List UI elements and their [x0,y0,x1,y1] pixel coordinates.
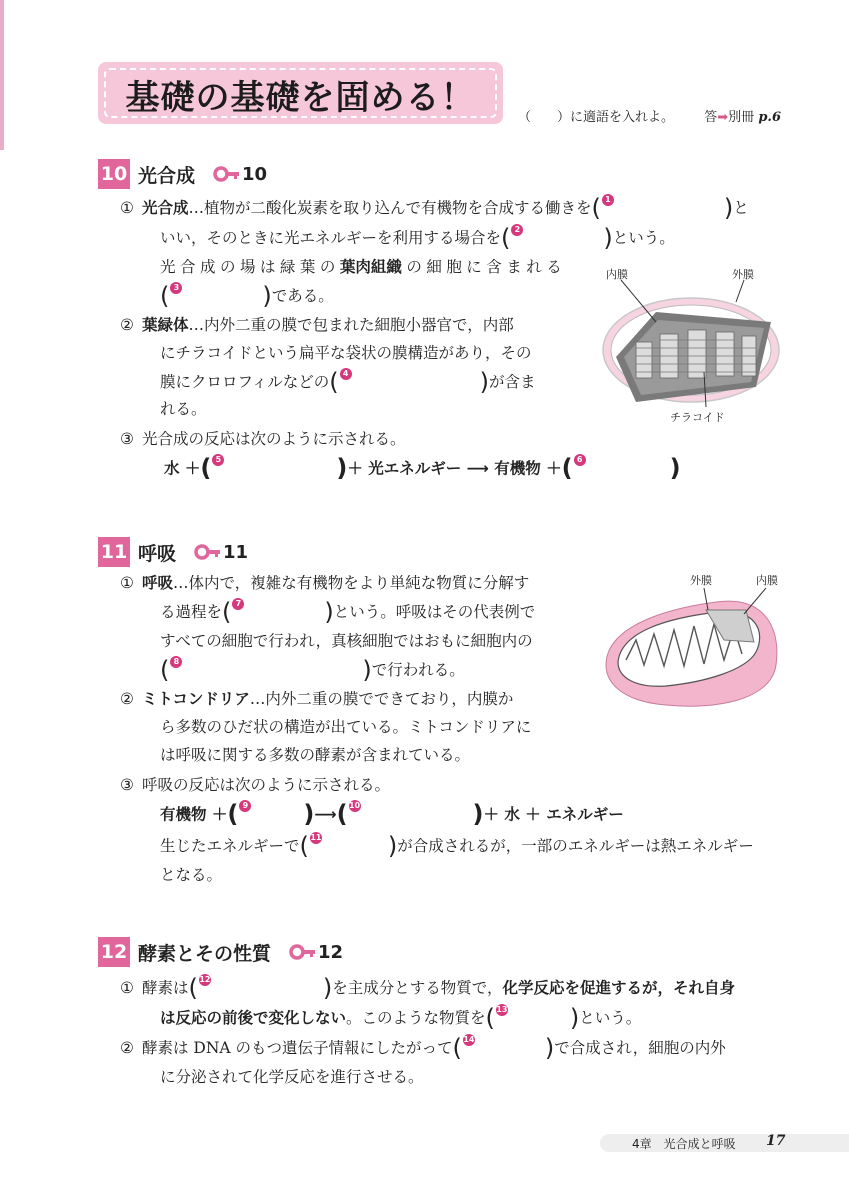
circled-number: ② [120,1039,134,1057]
line-text: ら多数のひだ状の構造が出ている。ミトコンドリアに [160,718,532,736]
section-number: 10 [98,159,130,189]
line-text: が含ま [489,373,536,391]
diagram-label: 内膜 [756,574,778,587]
text-line [160,834,754,860]
line-text: に分泌されて化学反応を進行させる。 [160,1068,424,1086]
circled-number: ① [120,574,134,592]
line-text: となる。 [160,866,223,884]
line-text: …植物が二酸化炭素を取り込んで有機物を合成する働きを [188,199,592,217]
term: 光合成 [142,199,189,217]
text-line [160,630,533,652]
circled-number: ② [120,316,134,334]
answer-blank-4[interactable]: ( 4 ) [329,368,490,396]
text-line [120,974,735,1002]
char: 胞 [446,258,462,276]
text-line [120,194,749,222]
char: れ [526,258,542,276]
title-banner [98,62,503,124]
text-line [160,864,222,886]
char: は [259,258,276,276]
section-number: 11 [98,537,130,567]
line-text: 酵素は DNA のもつ遺伝子情報にしたがって [142,1039,453,1057]
char: 葉 [299,258,316,276]
blank-number: 7 [232,598,244,610]
char: 緑 [279,258,296,276]
answer-blank-5[interactable]: ( 5 ) [200,454,348,482]
line-text: は呼吸に関する多数の酵素が含まれている。 [160,746,471,764]
blank-number: 2 [511,224,523,236]
blank-number: 4 [340,368,352,380]
section-heading-11 [98,536,248,568]
answer-page: p.6 [758,110,781,125]
line-text: …内外二重の膜でできており，内膜か [249,690,514,708]
line-text: 水 ＋ [164,459,201,478]
char: の [219,258,236,276]
line-text: という。呼吸はその代表例で [333,603,536,621]
blank-number: 11 [310,833,322,842]
line-text: である。 [271,287,334,305]
text-line [160,716,531,738]
instruction-text: （ ）に適語を入れよ。 [518,110,675,125]
char: 含 [486,258,502,276]
char: 成 [199,258,216,276]
answer-blank-3[interactable]: ( 3 ) [160,282,272,310]
answer-blank-12[interactable]: ( 12 ) [188,974,333,1002]
key-number: 10 [242,163,268,185]
answer-blank-10[interactable]: ( 10 ) [336,800,484,828]
circled-number: ① [120,199,134,217]
page-edge-accent [0,0,4,150]
line-text: る過程を [160,603,223,621]
blank-number: 5 [212,454,224,466]
answer-blank-8[interactable]: ( 8 ) [160,656,372,684]
char: の [319,258,336,276]
circled-number: ③ [120,776,134,794]
line-text: 酵素は [142,979,189,997]
footer-chapter: 4章 光合成と呼吸 [632,1137,736,1151]
char: に [466,258,482,276]
key-reference [213,164,267,185]
diagram-label: 内膜 [606,268,628,281]
line-text: 膜にクロロフィルなどの [160,373,330,391]
text-line [120,774,391,796]
line-text: が合成されるが，一部のエネルギーは熱エネルギー [397,837,754,855]
diagram-label: 外膜 [690,574,712,587]
text-line [160,744,470,766]
text-line [120,1034,726,1062]
key-icon [289,944,316,960]
answer-blank-6[interactable]: ( 6 ) [561,454,681,482]
answer-blank-2[interactable]: ( 2 ) [501,224,613,252]
answer-blank-13[interactable]: ( 13 ) [485,1004,580,1032]
section-heading-10 [98,158,267,190]
line-text: という。 [579,1009,642,1027]
text-line [160,600,535,626]
key-number: 12 [318,941,344,963]
line-text: 光合成の反応は次のように示される。 [142,430,406,448]
text-line [160,226,675,252]
line-text: …内外二重の膜で包まれた細胞小器官で，内部 [188,316,514,334]
text-line [160,342,532,364]
text-line [160,658,465,684]
text-line [120,688,514,710]
answer-label: 答 [704,110,718,125]
line-text: という。 [612,229,675,247]
answer-ref: 別冊 [728,110,755,125]
blank-number: 3 [170,282,182,294]
section-title: 光合成 [138,164,196,187]
chloroplast-diagram [596,262,786,427]
answer-blank-14[interactable]: ( 14 ) [452,1034,555,1062]
circled-number: ③ [120,430,134,448]
blank-number: 1 [602,194,614,206]
text-line [160,284,334,310]
circled-number: ① [120,979,134,997]
char: る [546,258,562,276]
term: ミトコンドリア [142,690,250,708]
text-line [160,370,536,396]
answer-blank-11[interactable]: ( 11 ) [299,832,398,860]
text-line [160,398,207,420]
line-text: れる。 [160,400,207,418]
text-line [120,428,406,450]
blank-number: 14 [463,1035,475,1044]
reaction-equation [164,456,681,482]
line-text: 。このような物質を [346,1009,486,1027]
line-text: と [733,199,749,217]
page-number: 17 [766,1133,786,1149]
char: 場 [239,258,256,276]
key-number: 11 [223,541,249,563]
line-text: ⟶ [314,805,337,824]
answer-reference [704,106,781,125]
text-line [120,572,530,594]
char: 合 [179,258,196,276]
mitochondrion-diagram [596,570,786,710]
diagram-label: 外膜 [732,268,754,281]
line-text: で合成され，細胞の内外 [554,1039,726,1057]
char: ま [506,258,522,276]
term: 葉肉組織 [339,258,402,276]
chloroplast-illustration [596,262,786,427]
char: の [406,258,422,276]
term: 呼吸 [142,574,174,592]
answer-blank-7[interactable]: ( 7 ) [222,598,334,626]
circled-number: ② [120,690,134,708]
section-title: 酵素とその性質 [138,942,272,965]
section-title: 呼吸 [138,542,177,565]
line-text: ＋ 水 ＋ エネルギー [483,805,624,824]
mitochondrion-illustration [596,570,786,710]
blank-number: 6 [574,454,586,466]
key-icon [213,166,240,182]
line-text: にチラコイドという扁平な袋状の膜構造があり，その [160,344,532,362]
blank-number: 12 [199,975,211,984]
blank-number: 10 [348,801,361,810]
line-text: いい，そのときに光エネルギーを利用する場合を [160,229,502,247]
reaction-equation [160,802,624,828]
arrow-right-icon: ➡ [717,110,729,125]
answer-blank-9[interactable]: ( 9 ) [227,800,315,828]
line-text: で行われる。 [371,661,465,679]
diagram-label: チラコイド [670,411,725,424]
term: は反応の前後で変化しない [160,1009,347,1027]
char: 細 [426,258,442,276]
section-number: 12 [98,937,130,967]
char: 光 [160,258,176,276]
key-reference [194,542,248,563]
line-text: 呼吸の反応は次のように示される。 [142,776,391,794]
key-reference [289,942,343,963]
line-text: を主成分とする物質で， [332,979,503,997]
blank-number: 9 [239,800,251,812]
text-line [120,314,514,336]
text-line [160,1006,641,1032]
text-line [160,1066,424,1088]
blank-number: 13 [496,1005,508,1014]
term: 化学反応を促進するが，それ自身 [502,979,735,997]
line-text: …体内で，複雑な有機物をより単純な物質に分解す [173,574,530,592]
page-title: 基礎の基礎を固める！ [125,78,476,118]
text-line-justified [160,256,562,278]
line-text: 生じたエネルギーで [160,837,300,855]
line-text: ＋ 光エネルギー ⟶ 有機物 ＋ [347,459,562,478]
line-text: すべての細胞で行われ，真核細胞ではおもに細胞内の [160,632,533,650]
key-icon [194,544,221,560]
section-heading-12 [98,936,343,968]
term: 葉緑体 [142,316,189,334]
instruction-line [518,106,781,125]
blank-number: 8 [170,656,182,668]
line-text: 有機物 ＋ [160,805,228,824]
answer-blank-1[interactable]: ( 1 ) [591,194,734,222]
